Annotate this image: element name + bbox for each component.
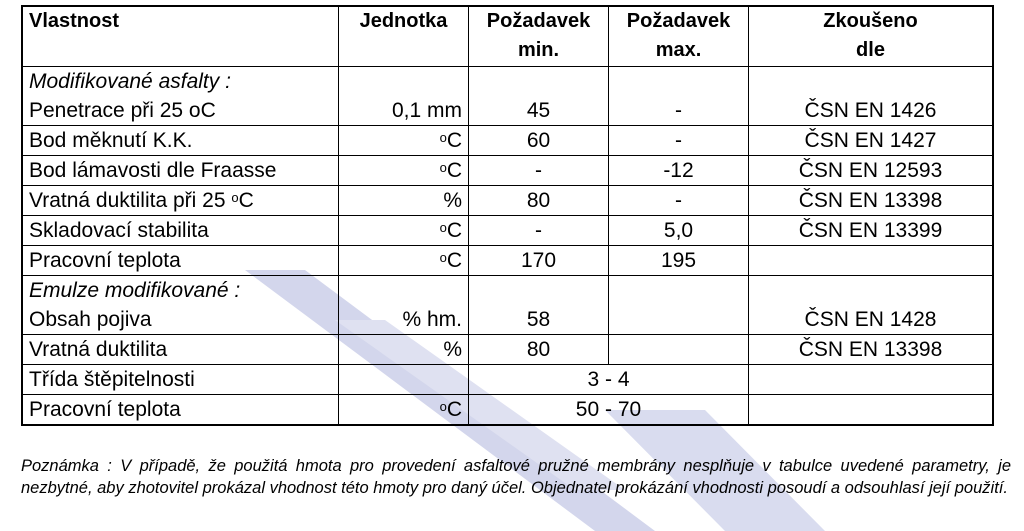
cell-unit [339,155,469,185]
cell-min: 80 [469,185,609,215]
header-min [469,6,609,66]
header-min-line1: Požadavek [486,10,591,32]
unit-text: C [446,397,462,421]
header-max [609,6,749,66]
header-test-line2: dle [856,39,885,61]
table-row [22,305,993,335]
header-property: Vlastnost [22,6,339,66]
cell-property: Vratná duktilita [22,334,339,364]
cell-min: 45 [469,96,609,126]
cell-test [749,245,994,275]
unit-text: C [446,248,462,272]
cell-max: - [609,185,749,215]
unit-text: C [446,158,462,182]
cell-min: 80 [469,334,609,364]
property-text: Vratná duktilita při 25 [29,188,232,212]
cell-test: ČSN EN 13398 [749,334,994,364]
cell-test: ČSN EN 13399 [749,215,994,245]
cell-unit [339,394,469,425]
cell-test: ČSN EN 12593 [749,155,994,185]
degree-sup: o [439,249,447,265]
cell-max: 195 [609,245,749,275]
section-title-row [22,66,993,96]
table-row [22,334,993,364]
cell-max: -12 [609,155,749,185]
degree-sup: o [439,219,447,235]
cell-unit [339,215,469,245]
cell-unit [339,245,469,275]
header-max-line2: max. [655,39,702,61]
empty-cell [469,66,609,96]
cell-property: Pracovní teplota [22,245,339,275]
cell-test: ČSN EN 1427 [749,125,994,155]
empty-cell [469,275,609,305]
degree-sup: o [231,189,239,205]
cell-max: - [609,125,749,155]
degree-sup: o [439,398,447,414]
cell-property: Bod měknutí K.K. [22,125,339,155]
cell-property: Penetrace při 25 oC [22,96,339,126]
cell-unit [339,364,469,394]
header-unit: Jednotka [339,6,469,66]
unit-text: C [446,128,462,152]
section-title-row [22,275,993,305]
table-header-row [22,6,993,66]
cell-range: 3 - 4 [469,364,749,394]
section-title-modified-emulsions: Emulze modifikované : [22,275,339,305]
cell-min: - [469,215,609,245]
degree-sup: o [439,129,447,145]
cell-test: ČSN EN 1428 [749,305,994,335]
header-min-line2: min. [517,39,560,61]
cell-property: Pracovní teplota [22,394,339,425]
table-row [22,245,993,275]
empty-cell [609,275,749,305]
cell-unit: % [339,185,469,215]
header-test-line1: Zkoušeno [823,10,918,32]
table-row [22,394,993,425]
cell-range: 50 - 70 [469,394,749,425]
header-max-line1: Požadavek [626,10,731,32]
cell-unit: % hm. [339,305,469,335]
cell-test [749,394,994,425]
cell-min: - [469,155,609,185]
cell-property [22,185,339,215]
note-paragraph: Poznámka : V případě, že použitá hmota pro provedení asfaltové pružné membrány nesplňuje v tabulce uvedené parametry, je nezbytné, aby zhotovitel prokázal vhodnost této hmoty pro daný účel. Objednatel prokázání vhodnosti posoudí a odsouhlasí její použití. [21,457,1011,497]
table-row [22,155,993,185]
table-row [22,364,993,394]
header-test [749,6,994,66]
cell-property: Obsah pojiva [22,305,339,335]
table-row [22,125,993,155]
cell-unit [339,125,469,155]
empty-cell [339,275,469,305]
properties-table [21,5,994,426]
section-title-modified-asphalts: Modifikované asfalty : [22,66,339,96]
empty-cell [339,66,469,96]
cell-min: 60 [469,125,609,155]
cell-min: 58 [469,305,609,335]
cell-test: ČSN EN 13398 [749,185,994,215]
property-unit: C [238,188,254,212]
cell-unit: 0,1 mm [339,96,469,126]
table-row [22,215,993,245]
table-row [22,185,993,215]
degree-sup: o [439,159,447,175]
cell-min: 170 [469,245,609,275]
cell-max: - [609,96,749,126]
cell-max [609,334,749,364]
cell-max: 5,0 [609,215,749,245]
cell-property: Třída štěpitelnosti [22,364,339,394]
unit-text: C [446,218,462,242]
cell-unit: % [339,334,469,364]
empty-cell [749,66,994,96]
table-row [22,96,993,126]
cell-max [609,305,749,335]
cell-property: Skladovací stabilita [22,215,339,245]
empty-cell [749,275,994,305]
cell-test: ČSN EN 1426 [749,96,994,126]
cell-test [749,364,994,394]
empty-cell [609,66,749,96]
cell-property: Bod lámavosti dle Fraasse [22,155,339,185]
